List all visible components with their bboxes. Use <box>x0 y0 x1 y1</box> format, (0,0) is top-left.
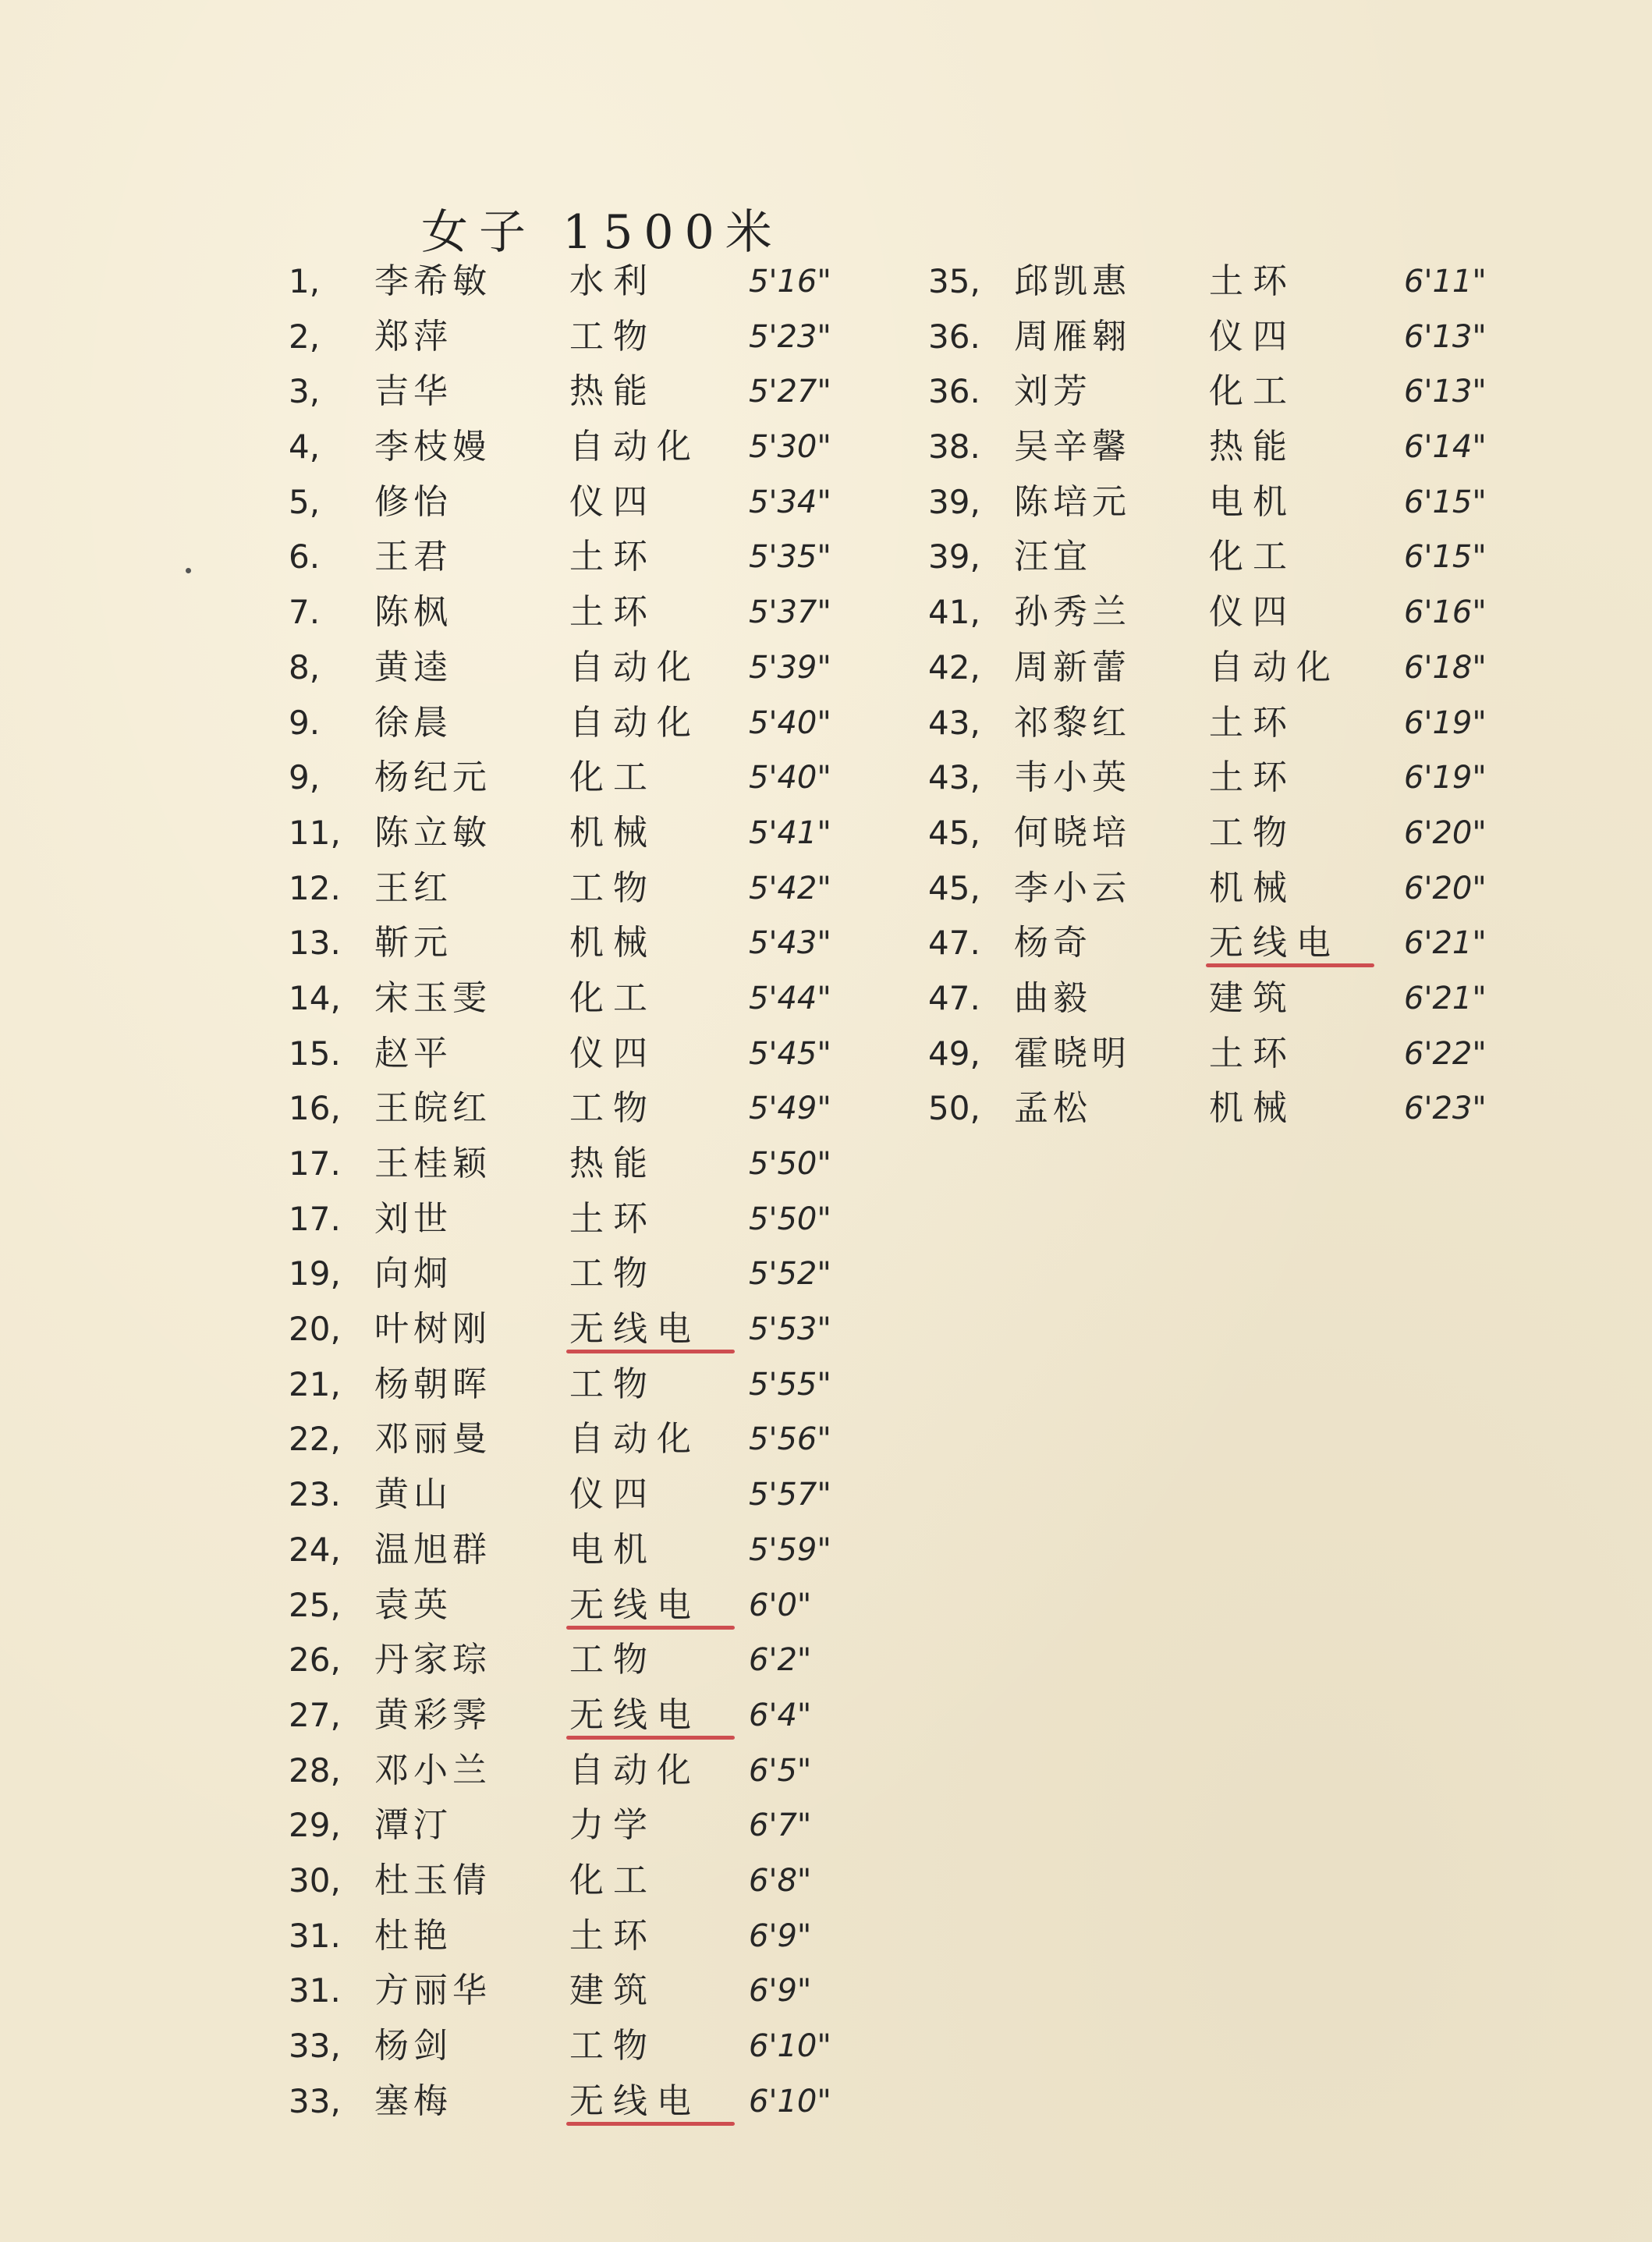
department: 机械 <box>569 923 657 963</box>
athlete-name: 丹家琮 <box>374 1640 491 1680</box>
rank-number: 13. <box>289 924 341 963</box>
rank-number: 5, <box>289 482 321 521</box>
rank-number: 43, <box>928 703 980 742</box>
athlete-name: 陈枫 <box>374 592 452 633</box>
finish-time: 6'11" <box>1404 264 1487 300</box>
finish-time: 6'7" <box>749 1807 812 1844</box>
rank-number: 39, <box>928 537 980 576</box>
department: 工物 <box>569 1254 657 1294</box>
department: 无线电 <box>569 1302 757 1357</box>
finish-time: 5'52" <box>749 1256 831 1293</box>
finish-time: 6'21" <box>1404 980 1487 1016</box>
finish-time: 5'50" <box>749 1201 831 1237</box>
athlete-name: 徐晨 <box>374 702 452 743</box>
rank-number: 29, <box>289 1806 341 1845</box>
finish-time: 5'57" <box>749 1477 831 1513</box>
athlete-name: 宋玉雯 <box>374 977 491 1018</box>
athlete-name: 刘芳 <box>1014 371 1092 412</box>
department: 仪四 <box>569 1474 657 1515</box>
department: 土环 <box>569 1198 657 1239</box>
athlete-name: 杨剑 <box>374 2026 452 2066</box>
rank-number: 36. <box>928 317 980 356</box>
finish-time: 6'0" <box>749 1587 812 1623</box>
department: 自动化 <box>1209 647 1340 687</box>
department: 工物 <box>569 1088 657 1129</box>
rank-number: 21, <box>289 1364 341 1403</box>
department: 仪四 <box>1209 316 1296 357</box>
finish-time: 6'16" <box>1404 594 1487 631</box>
athlete-name: 方丽华 <box>374 1971 491 2011</box>
rank-number: 47. <box>928 978 980 1017</box>
department: 土环 <box>569 537 657 577</box>
rank-number: 9. <box>289 703 321 742</box>
rank-number: 28, <box>289 1751 341 1790</box>
department: 热能 <box>569 1144 657 1183</box>
athlete-name: 杨朝晖 <box>374 1364 491 1404</box>
department: 工物 <box>569 2026 657 2066</box>
athlete-name: 杨纪元 <box>374 757 491 798</box>
athlete-name: 霍晓明 <box>1014 1033 1131 1073</box>
rank-number: 43, <box>928 758 980 797</box>
rank-number: 20, <box>289 1310 341 1349</box>
department: 机械 <box>1209 867 1296 908</box>
rank-number: 49, <box>928 1034 980 1073</box>
finish-time: 6'18" <box>1404 649 1487 686</box>
department: 无线电 <box>569 1688 757 1743</box>
department: 水利 <box>569 261 657 301</box>
department: 土环 <box>1209 261 1296 301</box>
athlete-name: 温旭群 <box>374 1529 491 1570</box>
finish-time: 5'30" <box>749 429 831 466</box>
athlete-name: 郑萍 <box>374 316 452 357</box>
athlete-name: 黄逵 <box>374 647 452 687</box>
rank-number: 22, <box>289 1420 341 1459</box>
athlete-name: 陈培元 <box>1014 481 1131 522</box>
rank-number: 19, <box>289 1254 341 1293</box>
department: 土环 <box>1209 702 1296 743</box>
athlete-name: 吉华 <box>374 371 452 412</box>
athlete-name: 陈立敏 <box>374 812 491 853</box>
finish-time: 6'14" <box>1404 429 1487 466</box>
department: 自动化 <box>569 427 700 467</box>
department: 仪四 <box>1209 592 1296 633</box>
department: 工物 <box>1209 812 1296 853</box>
rank-number: 6. <box>289 537 321 576</box>
athlete-name: 修怡 <box>374 481 452 522</box>
rank-number: 33, <box>289 2027 341 2065</box>
finish-time: 5'59" <box>749 1531 831 1568</box>
rank-number: 39, <box>928 482 980 521</box>
finish-time: 5'50" <box>749 1146 831 1182</box>
rank-number: 2, <box>289 317 321 356</box>
athlete-name: 黄山 <box>374 1474 452 1515</box>
page-title: 女子 1500米 <box>421 205 783 260</box>
rank-number: 14, <box>289 978 341 1017</box>
finish-time: 5'44" <box>749 980 831 1016</box>
finish-time: 6'4" <box>749 1697 812 1733</box>
ink-dot <box>186 568 191 573</box>
department: 化工 <box>569 1860 657 1900</box>
finish-time: 5'35" <box>749 539 831 576</box>
rank-number: 3, <box>289 372 321 411</box>
finish-time: 6'9" <box>749 1973 812 2010</box>
athlete-name: 邓小兰 <box>374 1750 491 1790</box>
department: 机械 <box>1209 1088 1296 1129</box>
department: 工物 <box>569 1364 657 1404</box>
rank-number: 31. <box>289 1916 341 1955</box>
finish-time: 6'2" <box>749 1642 812 1679</box>
rank-number: 38. <box>928 427 980 466</box>
department: 电机 <box>1209 481 1296 522</box>
department: 建筑 <box>1209 977 1296 1018</box>
department: 无线电 <box>1209 916 1396 970</box>
finish-time: 5'39" <box>749 649 831 686</box>
rank-number: 50, <box>928 1089 980 1128</box>
athlete-name: 孙秀兰 <box>1014 592 1131 633</box>
rank-number: 4, <box>289 427 321 466</box>
finish-time: 6'8" <box>749 1862 812 1899</box>
finish-time: 5'40" <box>749 760 831 796</box>
rank-number: 42, <box>928 647 980 686</box>
athlete-name: 汪宜 <box>1014 537 1092 577</box>
rank-number: 45, <box>928 868 980 907</box>
rank-number: 41, <box>928 593 980 632</box>
department: 土环 <box>569 1915 657 1956</box>
finish-time: 5'49" <box>749 1091 831 1127</box>
rank-number: 11, <box>289 813 341 852</box>
athlete-name: 王君 <box>374 537 452 577</box>
department: 仪四 <box>569 481 657 522</box>
department: 电机 <box>569 1529 657 1570</box>
department: 无线电 <box>569 1578 757 1633</box>
finish-time: 6'21" <box>1404 925 1487 962</box>
rank-number: 31. <box>289 1971 341 2010</box>
department: 自动化 <box>569 702 700 743</box>
athlete-name: 杜玉倩 <box>374 1860 491 1900</box>
department: 热能 <box>1209 427 1296 467</box>
department: 工物 <box>569 1640 657 1680</box>
department: 土环 <box>1209 1033 1296 1073</box>
finish-time: 5'42" <box>749 870 831 906</box>
athlete-name: 李枝嫚 <box>374 427 491 467</box>
department: 无线电 <box>569 2074 757 2129</box>
finish-time: 6'15" <box>1404 539 1487 576</box>
finish-time: 6'19" <box>1404 704 1487 741</box>
rank-number: 26, <box>289 1641 341 1680</box>
rank-number: 30, <box>289 1861 341 1900</box>
rank-number: 15. <box>289 1034 341 1073</box>
department: 自动化 <box>569 1419 700 1460</box>
finish-time: 6'19" <box>1404 760 1487 796</box>
athlete-name: 曲毅 <box>1014 977 1092 1018</box>
finish-time: 6'13" <box>1404 374 1487 410</box>
finish-time: 6'20" <box>1404 870 1487 906</box>
finish-time: 6'13" <box>1404 318 1487 355</box>
athlete-name: 李希敏 <box>374 261 491 301</box>
rank-number: 17. <box>289 1199 341 1238</box>
athlete-name: 李小云 <box>1014 867 1131 908</box>
rank-number: 7. <box>289 593 321 632</box>
department: 化工 <box>569 757 657 798</box>
department: 化工 <box>1209 537 1296 577</box>
athlete-name: 杨奇 <box>1014 923 1092 963</box>
athlete-name: 王桂颖 <box>374 1144 491 1183</box>
rank-number: 27, <box>289 1695 341 1734</box>
rank-number: 36. <box>928 372 980 411</box>
rank-number: 16, <box>289 1089 341 1128</box>
finish-time: 5'40" <box>749 704 831 741</box>
department: 建筑 <box>569 1971 657 2011</box>
finish-time: 5'41" <box>749 814 831 851</box>
athlete-name: 周雁翱 <box>1014 316 1131 357</box>
finish-time: 5'23" <box>749 318 831 355</box>
rank-number: 1, <box>289 262 321 300</box>
finish-time: 6'15" <box>1404 484 1487 520</box>
athlete-name: 何晓培 <box>1014 812 1131 853</box>
athlete-name: 邱凯惠 <box>1014 261 1131 301</box>
finish-time: 5'37" <box>749 594 831 631</box>
finish-time: 5'16" <box>749 264 831 300</box>
department: 自动化 <box>569 1750 700 1790</box>
department: 热能 <box>569 371 657 412</box>
department: 化工 <box>569 977 657 1018</box>
finish-time: 5'53" <box>749 1311 831 1348</box>
department: 化工 <box>1209 371 1296 412</box>
athlete-name: 王皖红 <box>374 1088 491 1129</box>
athlete-name: 袁英 <box>374 1584 452 1625</box>
athlete-name: 王红 <box>374 867 452 908</box>
athlete-name: 靳元 <box>374 923 452 963</box>
finish-time: 6'5" <box>749 1752 812 1789</box>
finish-time: 6'10" <box>749 2028 831 2064</box>
finish-time: 5'45" <box>749 1035 831 1072</box>
athlete-name: 赵平 <box>374 1033 452 1073</box>
athlete-name: 杜艳 <box>374 1915 452 1956</box>
department: 土环 <box>569 592 657 633</box>
department: 自动化 <box>569 647 700 687</box>
finish-time: 6'10" <box>749 2083 831 2120</box>
athlete-name: 孟松 <box>1014 1088 1092 1129</box>
athlete-name: 潭汀 <box>374 1805 452 1846</box>
rank-number: 12. <box>289 868 341 907</box>
athlete-name: 周新蕾 <box>1014 647 1131 687</box>
athlete-name: 叶树刚 <box>374 1309 491 1350</box>
finish-time: 5'56" <box>749 1421 831 1458</box>
department: 力学 <box>569 1805 657 1846</box>
rank-number: 8, <box>289 647 321 686</box>
athlete-name: 祁黎红 <box>1014 702 1131 743</box>
department: 土环 <box>1209 757 1296 798</box>
finish-time: 5'34" <box>749 484 831 520</box>
department: 机械 <box>569 812 657 853</box>
rank-number: 25, <box>289 1585 341 1624</box>
rank-number: 47. <box>928 924 980 963</box>
rank-number: 33, <box>289 2081 341 2120</box>
department: 工物 <box>569 867 657 908</box>
finish-time: 6'9" <box>749 1917 812 1954</box>
rank-number: 17. <box>289 1144 341 1183</box>
athlete-name: 韦小英 <box>1014 757 1131 798</box>
athlete-name: 向炯 <box>374 1254 452 1294</box>
department: 仪四 <box>569 1033 657 1073</box>
rank-number: 23. <box>289 1475 341 1514</box>
rank-number: 45, <box>928 813 980 852</box>
finish-time: 6'20" <box>1404 814 1487 851</box>
athlete-name: 吴辛馨 <box>1014 427 1131 467</box>
rank-number: 9, <box>289 758 321 797</box>
finish-time: 6'22" <box>1404 1035 1487 1072</box>
rank-number: 24, <box>289 1530 341 1569</box>
finish-time: 5'43" <box>749 925 831 962</box>
finish-time: 5'55" <box>749 1366 831 1403</box>
athlete-name: 邓丽曼 <box>374 1419 491 1460</box>
finish-time: 6'23" <box>1404 1091 1487 1127</box>
athlete-name: 塞梅 <box>374 2081 452 2121</box>
finish-time: 5'27" <box>749 374 831 410</box>
department: 工物 <box>569 316 657 357</box>
athlete-name: 刘世 <box>374 1198 452 1239</box>
rank-number: 35, <box>928 262 980 300</box>
athlete-name: 黄彩霁 <box>374 1694 491 1735</box>
